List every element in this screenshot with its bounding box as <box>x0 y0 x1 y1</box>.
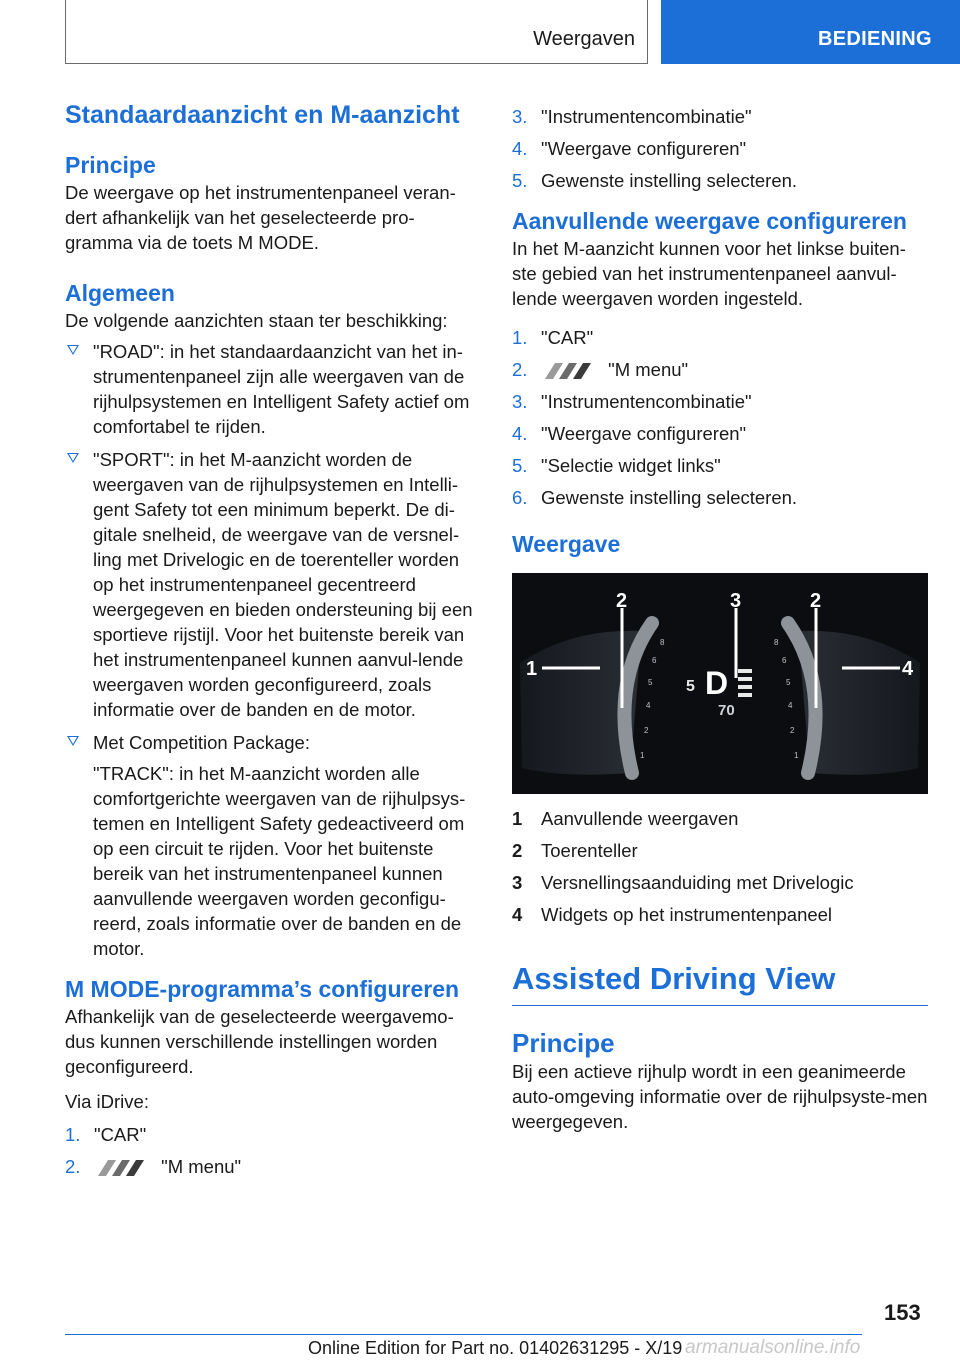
mmode-steps <box>65 1122 480 1179</box>
principe-heading: Principe <box>65 152 156 178</box>
gear-small-digit: 5 <box>686 678 695 695</box>
instrument-cluster-illustration <box>512 573 928 794</box>
triangle-bullet-icon <box>67 345 79 355</box>
list-item <box>512 421 928 446</box>
list-item <box>512 838 928 863</box>
callout-4: 4 <box>902 658 914 680</box>
list-item <box>65 1122 480 1147</box>
step-number: 6. <box>512 487 528 508</box>
callout-2-right: 2 <box>810 590 822 612</box>
footer-edition-text: Online Edition for Part no. 01402631295 - X/19 <box>308 1338 683 1358</box>
image-legend <box>512 806 928 927</box>
svg-text:1: 1 <box>794 751 799 760</box>
list-item <box>512 389 928 414</box>
assisted-principe-heading: Principe <box>512 1028 615 1058</box>
callout-2-left: 2 <box>616 590 628 612</box>
aanvullend-steps <box>512 325 928 510</box>
step-text: Gewenste instelling selecteren. <box>541 487 798 508</box>
step-number: 2. <box>512 359 528 380</box>
callout-3: 3 <box>730 590 742 612</box>
step-text: "Instrumentencombinatie" <box>541 391 752 412</box>
list-item <box>65 447 480 722</box>
principe-text: De weergave op het instrumentenpaneel veran-dert afhankelijk van het geselecteerde pro-gramma via de toets M MODE. <box>65 182 456 253</box>
list-item <box>65 1154 480 1179</box>
svg-text:5: 5 <box>786 678 791 687</box>
step-number: 1. <box>512 327 528 348</box>
step-text: "Weergave configureren" <box>541 423 747 444</box>
triangle-bullet-icon <box>67 736 79 746</box>
svg-text:5: 5 <box>648 678 653 687</box>
list-item <box>512 902 928 927</box>
assisted-principe-text: Bij een actieve rijhulp wordt in een geanimeerde auto-omgeving informatie over de rijhulpsyste-men weergegeven. <box>512 1061 928 1132</box>
legend-number: 2 <box>512 840 523 861</box>
svg-text:2: 2 <box>644 726 649 735</box>
svg-text:4: 4 <box>788 701 793 710</box>
legend-text: Aanvullende weergaven <box>541 808 739 829</box>
step-text: "CAR" <box>94 1124 147 1145</box>
step-text: "Weergave configureren" <box>541 138 747 159</box>
gear-bar-3 <box>738 685 752 689</box>
aanvullend-text: In het M-aanzicht kunnen voor het linkse buiten-ste gebied van het instrumentenpaneel aanvul-lende weergaven worden ingesteld. <box>512 238 906 309</box>
m-stripes-icon <box>94 1160 148 1176</box>
svg-text:8: 8 <box>660 638 665 647</box>
assisted-driving-title: Assisted Driving View <box>512 961 836 996</box>
step-text: "Selectie widget links" <box>541 455 721 476</box>
gear-big-letter: D <box>705 665 729 701</box>
triangle-bullet-icon <box>67 453 79 463</box>
list-item-text: "SPORT": in het M-aanzicht worden de weergaven van de rijhulpsystemen en Intelli-gent Safety tot een minimum beperkt. De di-gitale snelheid, de weergave van de versnel-ling met Drivelogic en de toerenteller worden op het instrumentenpaneel gecentreerd weergegeven en bieden ondersteuning bij een sportieve rijstijl. Voor het buitenste bereik van het instrumentenpaneel kunnen aanvul-lende weergaven worden geconfigureerd, zoals informatie over de banden en de motor. <box>93 449 473 720</box>
mmode-heading: M MODE-programma’s configureren <box>65 976 460 1002</box>
callout-1: 1 <box>526 658 538 680</box>
competition-text: "TRACK": in het M-aanzicht worden alle comfortgerichte weergaven van de rijhulpsys-temen en Intelligent Safety gedeactiveerd om op een circuit te rijden. Voor het buitenste bereik van het instrumentenpaneel kunnen aanvullende weergaven worden geconfigu-reerd, zoals informatie over de banden en de motor. <box>93 763 466 959</box>
step-text: "M menu" <box>608 359 689 380</box>
svg-text:1: 1 <box>640 751 645 760</box>
list-item <box>512 453 928 478</box>
list-item <box>65 339 480 439</box>
weergave-heading: Weergave <box>512 531 621 557</box>
m-stripes-icon <box>541 363 595 379</box>
gear-bar-2 <box>738 677 752 681</box>
left-column <box>65 100 480 1186</box>
title-rule <box>512 1005 928 1006</box>
list-item <box>512 870 928 895</box>
list-item <box>512 806 928 831</box>
svg-text:2: 2 <box>790 726 795 735</box>
step-number: 3. <box>512 106 528 127</box>
list-item <box>512 168 928 193</box>
step-text: "M menu" <box>161 1156 242 1177</box>
legend-number: 4 <box>512 904 523 925</box>
step-number: 2. <box>65 1156 81 1177</box>
gear-bar-4 <box>738 693 752 697</box>
right-column <box>512 100 928 1134</box>
speed-readout: 70 <box>718 702 735 719</box>
footer-rule <box>65 1334 862 1335</box>
list-item-text: Met Competition Package: <box>93 732 310 753</box>
algemeen-heading: Algemeen <box>65 280 175 306</box>
step-text: Gewenste instelling selecteren. <box>541 170 798 191</box>
step-number: 3. <box>512 391 528 412</box>
legend-text: Toerenteller <box>541 840 638 861</box>
step-number: 4. <box>512 423 528 444</box>
step-number: 5. <box>512 455 528 476</box>
svg-text:6: 6 <box>782 656 787 665</box>
header-section-title: Weergaven <box>533 28 635 50</box>
gear-bar-1 <box>738 669 752 673</box>
list-item-text: "ROAD": in het standaardaanzicht van het in-strumentenpaneel zijn alle weergaven van de rijhulpsystemen en Intelligent Safety actief om comfortabel te rijden. <box>93 341 470 437</box>
step-text: "Instrumentencombinatie" <box>541 106 752 127</box>
via-idrive-text: Via iDrive: <box>65 1091 149 1112</box>
watermark-text: armanualsonline.info <box>685 1337 861 1358</box>
legend-text: Versnellingsaanduiding met Drivelogic <box>541 872 854 893</box>
legend-number: 1 <box>512 808 523 829</box>
list-item <box>512 136 928 161</box>
list-item <box>65 730 480 961</box>
views-list <box>65 339 480 961</box>
list-item <box>512 325 928 350</box>
legend-number: 3 <box>512 872 523 893</box>
legend-text: Widgets op het instrumentenpaneel <box>541 904 833 925</box>
svg-text:4: 4 <box>646 701 651 710</box>
step-number: 5. <box>512 170 528 191</box>
list-item <box>512 485 928 510</box>
algemeen-intro: De volgende aanzichten staan ter beschikking: <box>65 310 448 331</box>
mmode-text: Afhankelijk van de geselecteerde weergavemo-dus kunnen verschillende instellingen worden geconfigureerd. <box>65 1006 454 1077</box>
aanvullend-heading: Aanvullende weergave configureren <box>512 208 907 234</box>
svg-text:8: 8 <box>774 638 779 647</box>
step-number: 1. <box>65 1124 81 1145</box>
step-text: "CAR" <box>541 327 594 348</box>
step-number: 4. <box>512 138 528 159</box>
mmode-steps-continued <box>512 104 928 193</box>
page-number: 153 <box>884 1300 921 1325</box>
list-item <box>512 104 928 129</box>
header-chapter-tab: BEDIENING <box>661 0 960 64</box>
section-title: Standaardaanzicht en M-aanzicht <box>65 101 460 129</box>
list-item <box>512 357 928 382</box>
instrument-cluster-image <box>512 573 928 794</box>
svg-text:6: 6 <box>652 656 657 665</box>
